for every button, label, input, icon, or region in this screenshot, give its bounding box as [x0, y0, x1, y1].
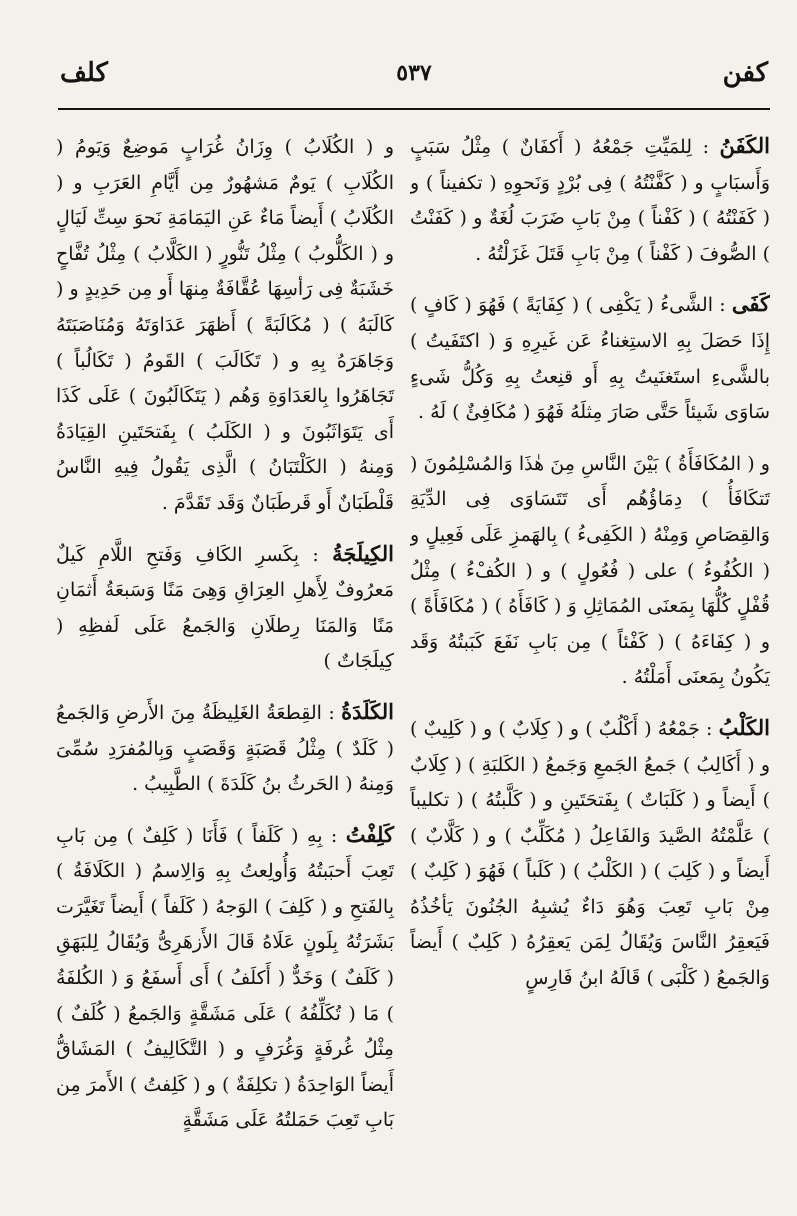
entry-headword: الكِيلَجَةُ [332, 540, 395, 566]
entry [56, 817, 394, 1139]
entry-headword: الكَفَنُ [719, 133, 770, 158]
header-rule [58, 108, 770, 110]
entry-headword: كَفَى [731, 291, 770, 317]
entry-text: و ( الكُلَابُ ) وِزَانُ غُرَابٍ مَوضِعٌ وَيَومُ ( الكُلَابِ ) يَومٌ مَشهُورٌ مِن أَيَّامِ العَرَبِ و ( الكُلَابُ ) أَيضاً مَاءٌ عَنِ اليَمَامَةِ نَحوَ سِتِّ لَيَالٍ و ( الكَلُّوبُ ) مِثْلُ تَنُّورٍ ( الكَلَّابُ ) مِثْلُ تُفَّاحٍ خَشَبَةٌ فِى رَأسِهَا عُقَّافَةٌ مِنهَا أَو مِن حَدِيدٍ و ( كَالَبَهُ ) ( مُكَالَبَةً ) أَظهَرَ عَدَاوَتَهُ وَمُنَاصَبَتَهُ وَجَاهَرَهُ بِهِ و ( تَكَالَبَ ) القَومُ ( تَكَالُباً ) تَجَاهَرُوا بِالعَدَاوَةِ وَهُم ( يَتَكَالَبُونَ ) عَلَى كَذَا أَى يَتَوَاثَبُونَ و ( الكَلَبُ ) بِفَتحَتَينِ القِيَادَةُ وَمِنهُ ( الكَلْتَبَانُ ) الَّذِى يَقُولُ فِيهِ النَّاسُ قَلْطَبَانٌ أَو قَرطَبَانٌ وَقَد تَقَدَّمَ . [56, 136, 394, 514]
right-guide-word: كفن [722, 58, 768, 88]
entry [56, 536, 394, 680]
entry [410, 286, 770, 430]
entry [56, 694, 394, 803]
entry [410, 710, 770, 997]
right-column [410, 128, 770, 1198]
entry [56, 128, 394, 522]
entry-text: : بِهِ ( كَلَفاً ) فَأَنَا ( كَلِفٌ ) مِن بَابِ تَعِبَ أَحبَبتُهُ وَأُولِعتُ بِهِ وَالِاسمُ ( الكَلَافَةُ ) بِالفَتحِ و ( كَلِفَ ) الوَجهُ ( كَلَفاً ) أَيضاً تَغَيَّرَت بَشَرَتُهُ بِلَونٍ عَلَاهُ قَالَ الأَزهَرِىُّ وَيُقَالُ لِلبَهَقِ ( كَلَفٌ ) وَخَدٌّ ( أَكلَفُ ) أَى أَسفَعُ وَ ( الكُلفَةُ ) مَا ( تُكَلِّفُهُ ) عَلَى مَشَقَّةٍ وَالجَمعُ ( كُلَفٌ ) مِثْلُ غُرفَةٍ وَغُرَفٍ و ( التَّكَالِيفُ ) المَشَاقُّ أَيضاً الوَاحِدَةُ ( تكلِفَةٌ ) و ( كَلِفتُ ) الأَمرَ مِن بَابِ تَعِبَ حَمَلتُهُ عَلَى مَشَقَّةٍ [56, 824, 394, 1132]
left-column [56, 128, 410, 1198]
entry-headword: الكَلْبُ [718, 714, 770, 740]
entry-text: : الشَّىءُ ( يَكْفِى ) ( كِفَايَةً ) فَهُوَ ( كَافٍ ) إِذَا حَصَلَ بِهِ الاستِغناءُ عَن غَيرِهِ وَ ( اكتَفَيتُ ) بالشَّىءِ استَغنَيتُ بِهِ أَو قنِعتُ بِهِ وَكُلُّ شَىءٍ سَاوَى شَيئاً حَتَّى صَارَ مِثلَهُ فَهُوَ ( مُكَافِئٌ ) لَهُ . [410, 294, 770, 424]
entry-text: : القِطعَةُ الغَلِيظَةُ مِنَ الأَرضِ وَالجَمعُ ( كَلَدٌ ) مِثْلُ قَصَبَةٍ وَقَصَبٍ وَبِالمُفرَدِ سُمِّىَ وَمِنهُ ( الحَرثُ بنُ كَلَدَةَ ) الطَّبِيبُ . [56, 701, 394, 796]
entry-text: : بِكَسرِ الكَافِ وَفَتحِ اللَّامِ كَيلٌ مَعرُوفٌ لِأَهلِ العِرَاقِ وَهِىَ مَنًا وَسَبعَةُ أَثمَانِ مَنًا وَالمَنَا رِطلَانِ وَالجَمعُ عَلَى لَفظِهِ ( كِيلَجَاتٌ ) [56, 543, 394, 673]
page-header [60, 52, 768, 96]
entry-text: : جَمْعُهُ ( أَكْلُبٌ ) و ( كِلَابٌ ) و ( كَلِيبٌ ) و ( أَكَالِبُ ) جَمعُ الجَمعِ وَجَمعُ ( الكَلبَةِ ) ( كِلَابٌ ) أَيضاً و ( كَلَبَاتٌ ) بِفَتحَتَينِ و ( كَلَّبتُهُ ) ( تكليباً ) عَلَّمْتُهُ الصَّيدَ وَالفَاعِلُ ( مُكَلِّبٌ ) و ( كَلَّابٌ ) أَيضاً و ( كَلِبَ ) ( الكَلْبُ ) ( كَلَباً ) فَهُوَ ( كَلِبٌ ) مِنْ بَابِ تَعِبَ وَهُوَ دَاءٌ يُشبِهُ الجُنُونَ يَأخُذُهُ فَيَعقِرُ النَّاسَ وَيُقَالُ لِمَن يَعقِرُهُ ( كَلِبٌ ) أَيضاً وَالجَمعُ ( كَلْبَى ) قَالَهُ ابنُ فَارِسٍ [410, 717, 770, 990]
entry-headword: كَلِفْتُ [345, 821, 394, 847]
entry-headword: الكَلَدَةُ [341, 698, 394, 724]
entry-text: : لِلمَيِّتِ جَمْعُهُ ( أَكفَانٌ ) مِثْلُ سَبَبٍ وَأَسبَابٍ و ( كَفَّنْتُهُ ) فِى بُرْدٍ وَنَحوِهِ ( تكفيناً ) و ( كَفَنْتُهُ ) ( كَفْناً ) مِنْ بَابِ ضَرَبَ لُغَةٌ و ( كَفَنْتُ ) الصُّوفَ ( كَفْناً ) مِنْ بَابِ قَتَلَ غَزَلْتُهُ . [410, 136, 770, 265]
entry [410, 445, 770, 696]
entry-text: و ( المُكَافَأَةُ ) بَيْنَ النَّاسِ مِنَ هٰذَا وَالمُسْلِمُونَ ( تَتكَافَأُ ) دِمَاؤُهُم أَى تَتَسَاوَى فِى الدِّيَةِ وَالقِصَاصِ وَمِنْهُ ( الكَفِىءُ ) بِالهَمزِ عَلَى فَعِيلٍ و ( الكُفُوءُ ) على ( فُعُولٍ ) و ( الكُفْءُ ) مِثْلُ قُفْلٍ كُلُّهَا بِمَعنَى المُمَاثِلِ وَ ( كَافَأَهُ ) ( مُكَافَأَةً ) و ( كِفَاءَهُ ) ( كَفْئاً ) مِن بَابِ نَفَعَ كَبَبتُهُ وَقَد يَكُونُ بِمَعنَى أَمَلْتُهُ . [410, 452, 770, 689]
page-number: ٥٣٧ [396, 60, 432, 86]
left-guide-word: كلف [60, 58, 108, 88]
entry [410, 128, 770, 272]
